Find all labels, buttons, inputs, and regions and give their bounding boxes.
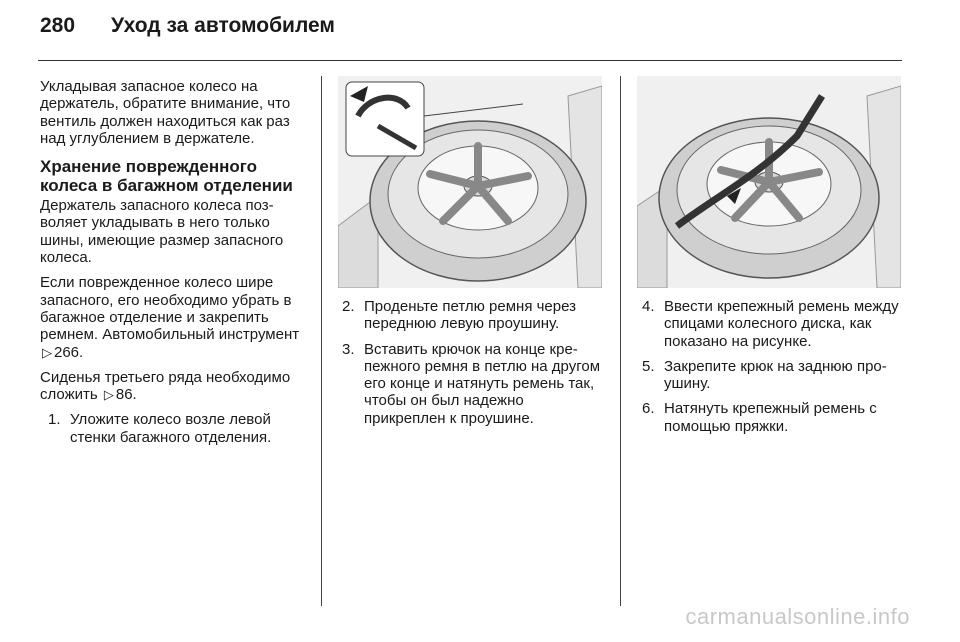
- list-item: [642, 358, 910, 393]
- column-divider-1: [321, 76, 322, 606]
- page-reference[interactable]: 266.: [54, 343, 84, 361]
- column-3: [642, 298, 910, 443]
- figure-spare-wheel-loop: [338, 76, 602, 288]
- watermark: carmanualsonline.info: [685, 604, 910, 629]
- step-text: Натянуть крепежный ремень с помощью пряжки.: [664, 400, 877, 435]
- page-header: [40, 14, 335, 50]
- step-number: 4.: [642, 298, 655, 315]
- column-2: [342, 298, 608, 435]
- list-item: [40, 411, 312, 446]
- paragraph-1: Держатель запасного колеса позволяет укладывать в него только шины, имеющие размер запасного колеса.: [40, 197, 284, 267]
- step-text: Ввести крепежный ремень между спицами колесного диска, как показано на рисунке.: [664, 298, 899, 350]
- step-text: Вставить крючок на конце крепежного ремня в петлю на другом его конце и натянуть ремень так, чтобы он был надежно прикреплен к проушине.: [364, 340, 601, 427]
- step-number: 2.: [342, 298, 355, 315]
- intro-paragraph: Укладывая запасное колесо на держатель, обратите внимание, что вентиль должен находиться как раз над углублением в держателе.: [40, 78, 291, 147]
- page-title: Уход за автомобилем: [111, 14, 335, 37]
- paragraph-2-text: Если поврежденное колесо шире запасного, его необходимо убрать в багажное отделение и закрепить ремнем. Автомобильный инструмент: [40, 274, 300, 344]
- step-text: Уложите колесо возле левой стенки багажного отделения.: [70, 411, 272, 446]
- list-item: [342, 341, 608, 427]
- triangle-right-icon: ▷: [42, 344, 52, 360]
- figure-strap-through-spokes: [637, 76, 901, 288]
- column-1: [40, 78, 312, 454]
- triangle-right-icon: ▷: [103, 387, 114, 403]
- list-item: [642, 400, 910, 435]
- list-item: [642, 298, 910, 350]
- list-item: [342, 298, 608, 333]
- step-number: 3.: [342, 340, 355, 358]
- wheel-illustration: [338, 76, 602, 288]
- page-number: 280: [40, 14, 76, 37]
- step-number: 5.: [642, 357, 655, 375]
- column-divider-2: [620, 76, 621, 606]
- step-text: Проденьте петлю ремня через переднюю левую проушину.: [364, 298, 577, 333]
- header-rule: [38, 60, 902, 61]
- step-text: Закрепите крюк на заднюю проушину.: [664, 357, 887, 393]
- paragraph-2: [40, 274, 312, 360]
- wheel-illustration: [637, 76, 901, 288]
- section-heading: Хранение поврежденного колеса в багажном отделении: [40, 157, 293, 196]
- paragraph-3: [40, 369, 312, 404]
- page-reference[interactable]: 86.: [115, 386, 137, 404]
- paragraph-3-text: Сиденья третьего ряда необходимо сложить: [40, 368, 291, 404]
- step-number: 6.: [642, 400, 655, 418]
- step-number: 1.: [48, 411, 61, 429]
